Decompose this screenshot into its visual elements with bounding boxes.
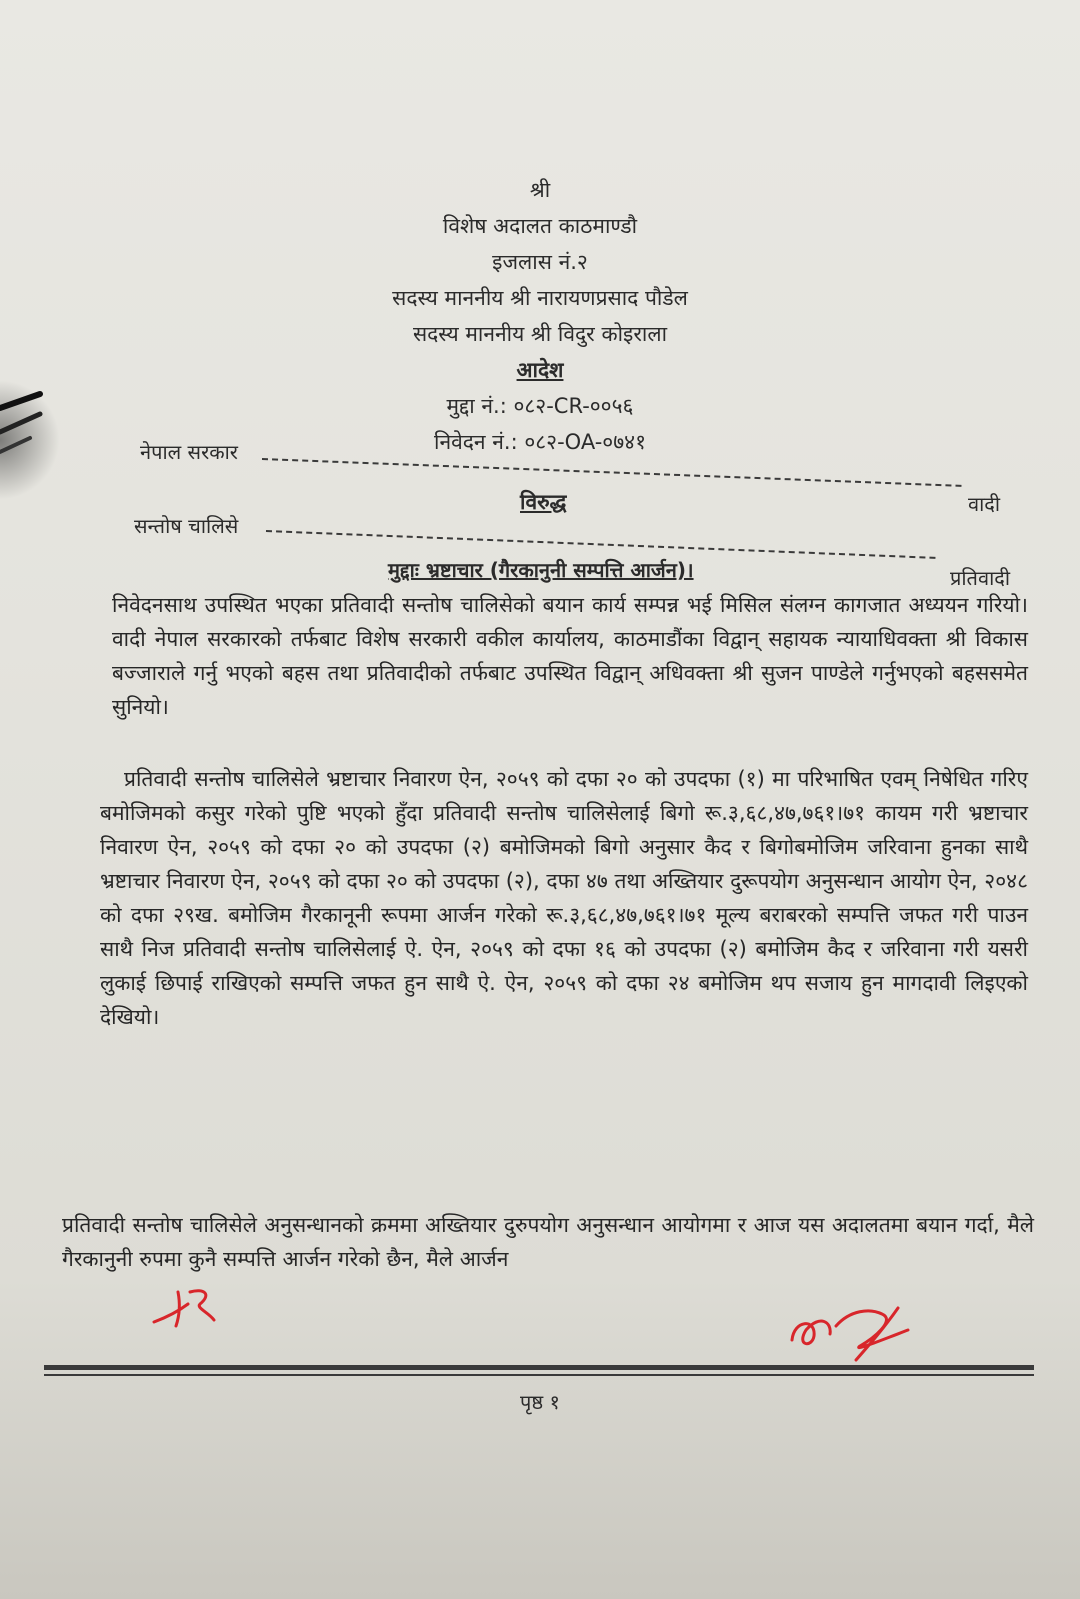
judge-signature xyxy=(786,1300,916,1370)
plaintiff-role: वादी xyxy=(968,492,1001,516)
case-subject: मुद्दाः भ्रष्टाचार (गैरकानुनी सम्पत्ति आर्जन)। xyxy=(388,558,694,582)
paragraph-3: प्रतिवादी सन्तोष चालिसेले अनुसन्धानको क्रममा अख्तियार दुरुपयोग अनुसन्धान आयोगमा र आज यस अदालतमा बयान गर्दा, मैले गैरकानुनी रुपमा कुनै सम्पत्ति आर्जन गरेको छैन, मैले आर्जन xyxy=(62,1213,1034,1271)
paragraph-2: प्रतिवादी सन्तोष चालिसेले भ्रष्टाचार निवारण ऐन, २०५९ को दफा २० को उपदफा (१) मा परिभाषित एवम् निषेधित गरिए बमोजिमको कसुर गरेको पुष्टि भएको हुँदा प्रतिवादी सन्तोष चालिसेलाई बिगो रू.३,६८,४७,७६१।७१ कायम गरी भ्रष्टाचार निवारण ऐन, २०५९ को दफा २० को उपदफा (२) बमोजिमको बिगो अनुसार कैद र बिगोबमोजिम जरिवाना हुनका साथै भ्रष्टाचार निवारण ऐन, २०५९ को दफा २० को उपदफा (२), दफा ४७ तथा अख्तियार दुरूपयोग अनुसन्धान आयोग ऐन, २०४८ को दफा २९ख. बमोजिम गैरकानूनी रूपमा आर्जन गरेको रू.३,६८,४७,७६१।७१ मूल्य बराबरको सम्पत्ति जफत गरी पाउन साथै निज प्रतिवादी सन्तोष चालिसेलाई ऐ. ऐन, २०५९ को दफा १६ को उपदफा (२) बमोजिम कैद र जरिवाना गरी यसरी लुकाई छिपाई राखिएको सम्पत्ति जफत हुन साथै ऐ. ऐन, २०५९ को दफा २४ बमोजिम थप सजाय हुन मागदावी लिइएको देखियो। xyxy=(100,767,1028,1029)
paragraph-1: निवेदनसाथ उपस्थित भएका प्रतिवादी सन्तोष चालिसेको बयान कार्य सम्पन्न भई मिसिल संलग्न कागजात अध्ययन गरियो। वादी नेपाल सरकारको तर्फबाट विशेष सरकारी वकील कार्यालय, काठमाडौंका विद्वान् सहायक न्यायाधिवक्ता श्री विकास बज्जाराले गर्नु भएको बहस तथा प्रतिवादीको तर्फबाट उपस्थित विद्वान् अधिवक्ता श्री सुजन पाण्डेले गर्नुभएको बहससमेत सुनियो। xyxy=(112,593,1028,719)
plaintiff-name: नेपाल सरकार xyxy=(140,440,238,464)
petition-number: निवेदन नं.: ०८२-OA-०७४१ xyxy=(434,430,646,454)
defendant-dashes xyxy=(266,530,936,559)
footer-rule-thick xyxy=(44,1365,1034,1370)
versus-label: विरुद्ध xyxy=(520,490,567,514)
defendant-name: सन्तोष चालिसे xyxy=(134,514,239,538)
bench-number: इजलास नं.२ xyxy=(492,250,588,274)
defendant-role: प्रतिवादी xyxy=(950,566,1011,590)
bench-member-2: सदस्य माननीय श्री विदुर कोइराला xyxy=(412,322,668,346)
footer-rule-thin xyxy=(44,1374,1034,1376)
page-number: पृष्ठ १ xyxy=(520,1390,560,1414)
document-header xyxy=(0,172,1080,460)
order-title: आदेश xyxy=(516,358,564,382)
header-shree: श्री xyxy=(529,178,551,202)
bench-member-1: सदस्य माननीय श्री नारायणप्रसाद पौडेल xyxy=(392,286,688,310)
plaintiff-dashes xyxy=(262,458,962,487)
initials-signature xyxy=(150,1282,230,1332)
court-name: विशेष अदालत काठमाण्डौ xyxy=(442,214,638,238)
case-number: मुद्दा नं.: ०८२-CR-००५६ xyxy=(446,394,634,418)
